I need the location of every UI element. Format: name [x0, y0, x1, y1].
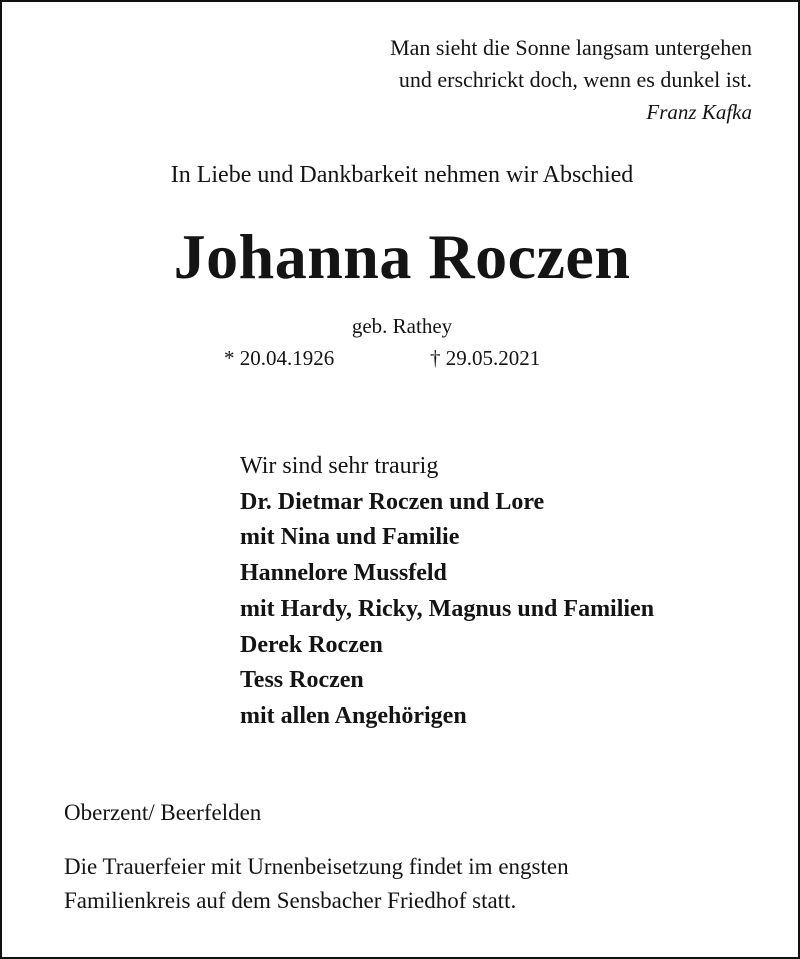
death-date: † 29.05.2021	[430, 346, 541, 370]
mourner-line: mit allen Angehörigen	[240, 702, 467, 729]
quote-block	[390, 32, 752, 128]
mourner-line: Hannelore Mussfeld	[240, 560, 447, 587]
mourner-line: Dr. Dietmar Roczen und Lore	[240, 488, 545, 515]
deceased-name: Johanna Roczen	[173, 221, 631, 292]
farewell-intro: In Liebe und Dankbarkeit nehmen wir Abschied	[170, 162, 634, 188]
notice-line-1: Die Trauerfeier mit Urnenbeisetzung findet im engsten	[64, 854, 569, 879]
mourners-list	[240, 449, 654, 735]
mourner-line: mit Hardy, Ricky, Magnus und Familien	[240, 595, 655, 622]
funeral-notice	[64, 850, 569, 918]
maiden-name: geb. Rathey	[351, 314, 453, 338]
location: Oberzent/ Beerfelden	[64, 800, 262, 825]
quote-author: Franz Kafka	[646, 100, 752, 124]
birth-date: * 20.04.1926	[224, 346, 335, 370]
notice-line-2: Familienkreis auf dem Sensbacher Friedhof statt.	[64, 888, 517, 913]
quote-line-2: und erschrickt doch, wenn es dunkel ist.	[398, 67, 752, 92]
quote-line-1: Man sieht die Sonne langsam untergehen	[390, 35, 752, 60]
mourner-line: Derek Roczen	[240, 631, 383, 658]
mourners-intro: Wir sind sehr traurig	[240, 453, 439, 479]
mourner-line: Tess Roczen	[240, 667, 364, 694]
mourner-line: mit Nina und Familie	[240, 524, 460, 551]
